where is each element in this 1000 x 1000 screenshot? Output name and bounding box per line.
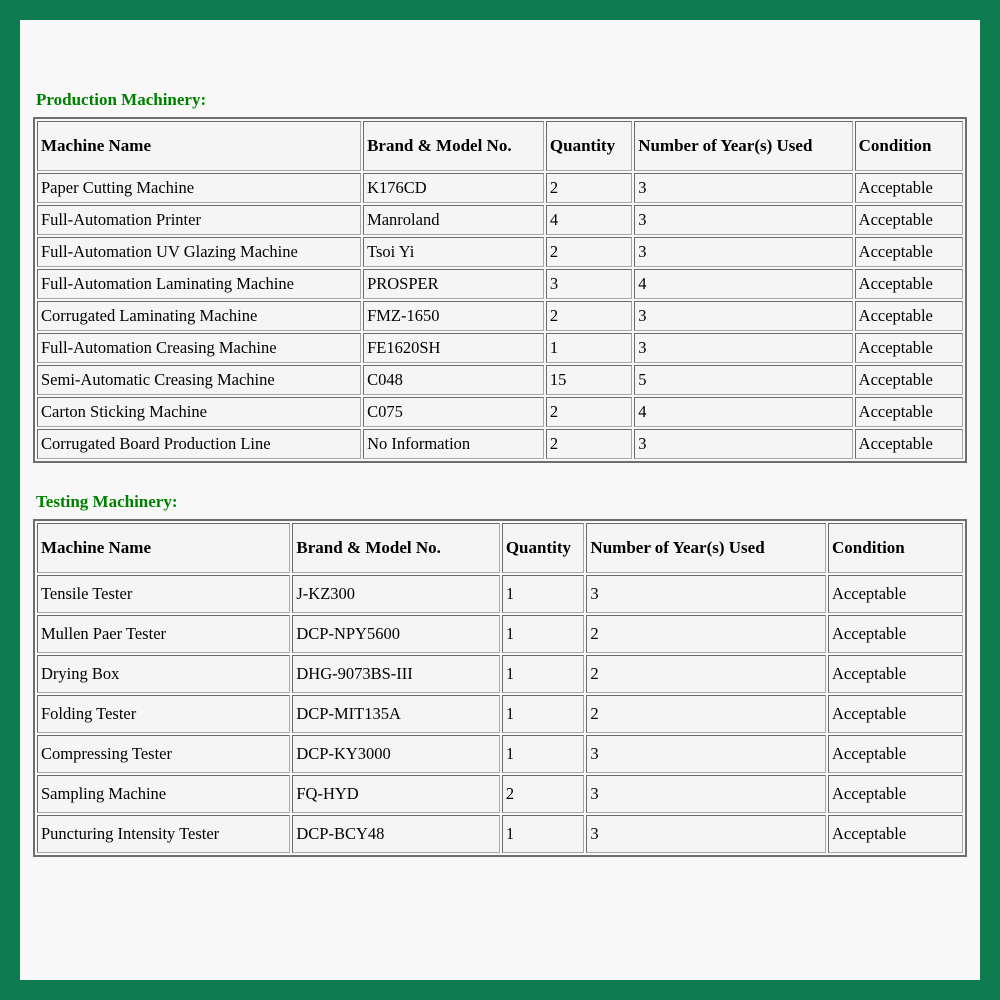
table-row xyxy=(37,615,963,653)
table-cell: FMZ-1650 xyxy=(363,301,544,331)
table-cell: Puncturing Intensity Tester xyxy=(37,815,290,853)
table-row xyxy=(37,397,963,427)
table-cell: 2 xyxy=(546,237,632,267)
table-cell: Drying Box xyxy=(37,655,290,693)
table-cell: 3 xyxy=(634,173,852,203)
table-cell: DCP-KY3000 xyxy=(292,735,499,773)
table-row xyxy=(37,365,963,395)
table-cell: 1 xyxy=(502,615,585,653)
table-cell: No Information xyxy=(363,429,544,459)
table-row xyxy=(37,205,963,235)
table-cell: 3 xyxy=(634,237,852,267)
table-cell: 2 xyxy=(502,775,585,813)
table-header-cell: Quantity xyxy=(502,523,585,573)
table-cell: PROSPER xyxy=(363,269,544,299)
table-cell: Semi-Automatic Creasing Machine xyxy=(37,365,361,395)
table-cell: Acceptable xyxy=(828,575,963,613)
table-cell: Acceptable xyxy=(855,173,963,203)
table-cell: Acceptable xyxy=(855,205,963,235)
table-cell: Acceptable xyxy=(828,815,963,853)
table-cell: Acceptable xyxy=(855,301,963,331)
table-cell: Acceptable xyxy=(855,237,963,267)
table-cell: 3 xyxy=(586,775,826,813)
production-machinery-table xyxy=(33,117,967,463)
table-cell: Carton Sticking Machine xyxy=(37,397,361,427)
table-row xyxy=(37,237,963,267)
table-cell: K176CD xyxy=(363,173,544,203)
table-cell: DHG-9073BS-III xyxy=(292,655,499,693)
table-cell: C048 xyxy=(363,365,544,395)
table-cell: C075 xyxy=(363,397,544,427)
table-header-cell: Condition xyxy=(828,523,963,573)
table-cell: 2 xyxy=(586,615,826,653)
table-cell: 4 xyxy=(634,269,852,299)
table-cell: FE1620SH xyxy=(363,333,544,363)
table-header-cell: Condition xyxy=(855,121,963,171)
table-cell: 3 xyxy=(634,429,852,459)
table-row xyxy=(37,173,963,203)
table-header-cell: Brand & Model No. xyxy=(363,121,544,171)
table-cell: 4 xyxy=(634,397,852,427)
table-cell: 3 xyxy=(634,333,852,363)
table-cell: 3 xyxy=(586,815,826,853)
table-cell: 1 xyxy=(502,575,585,613)
table-header-cell: Brand & Model No. xyxy=(292,523,499,573)
table-cell: Manroland xyxy=(363,205,544,235)
table-cell: Corrugated Laminating Machine xyxy=(37,301,361,331)
table-cell: 2 xyxy=(546,429,632,459)
table-cell: DCP-BCY48 xyxy=(292,815,499,853)
table-cell: 3 xyxy=(634,301,852,331)
table-cell: 1 xyxy=(502,735,585,773)
table-cell: DCP-MIT135A xyxy=(292,695,499,733)
table-header-cell: Quantity xyxy=(546,121,632,171)
table-cell: 1 xyxy=(502,695,585,733)
table-cell: 1 xyxy=(502,815,585,853)
table-cell: Acceptable xyxy=(855,333,963,363)
table-cell: Full-Automation Laminating Machine xyxy=(37,269,361,299)
table-cell: 3 xyxy=(634,205,852,235)
table-cell: Full-Automation UV Glazing Machine xyxy=(37,237,361,267)
table-cell: J-KZ300 xyxy=(292,575,499,613)
table-cell: Mullen Paer Tester xyxy=(37,615,290,653)
table-cell: Acceptable xyxy=(855,269,963,299)
table-row xyxy=(37,655,963,693)
table-cell: Acceptable xyxy=(855,365,963,395)
table-row xyxy=(37,775,963,813)
table-cell: 2 xyxy=(586,655,826,693)
table-cell: Acceptable xyxy=(855,429,963,459)
testing-machinery-table xyxy=(33,519,967,857)
table-cell: 5 xyxy=(634,365,852,395)
table-row xyxy=(37,735,963,773)
table-header-cell: Number of Year(s) Used xyxy=(586,523,826,573)
table-cell: Tensile Tester xyxy=(37,575,290,613)
table-cell: 1 xyxy=(502,655,585,693)
table-row xyxy=(37,575,963,613)
production-machinery-title: Production Machinery: xyxy=(36,90,207,109)
table-cell: 2 xyxy=(546,301,632,331)
table-cell: Folding Tester xyxy=(37,695,290,733)
table-cell: 2 xyxy=(546,397,632,427)
table-cell: 3 xyxy=(546,269,632,299)
table-row xyxy=(37,815,963,853)
table-cell: Full-Automation Creasing Machine xyxy=(37,333,361,363)
table-cell: 2 xyxy=(586,695,826,733)
table-cell: Corrugated Board Production Line xyxy=(37,429,361,459)
table-row xyxy=(37,301,963,331)
table-cell: Acceptable xyxy=(828,735,963,773)
table-cell: Tsoi Yi xyxy=(363,237,544,267)
table-header-row xyxy=(37,121,963,171)
table-cell: 2 xyxy=(546,173,632,203)
table-row xyxy=(37,269,963,299)
table-header-cell: Machine Name xyxy=(37,121,361,171)
table-cell: 3 xyxy=(586,575,826,613)
table-cell: Paper Cutting Machine xyxy=(37,173,361,203)
table-header-cell: Number of Year(s) Used xyxy=(634,121,852,171)
table-row xyxy=(37,429,963,459)
table-cell: FQ-HYD xyxy=(292,775,499,813)
table-cell: Acceptable xyxy=(828,655,963,693)
table-cell: Sampling Machine xyxy=(37,775,290,813)
table-row xyxy=(37,695,963,733)
table-cell: Compressing Tester xyxy=(37,735,290,773)
table-header-row xyxy=(37,523,963,573)
table-cell: 1 xyxy=(546,333,632,363)
page-content xyxy=(20,20,980,857)
testing-machinery-title: Testing Machinery: xyxy=(36,492,178,511)
table-cell: Acceptable xyxy=(855,397,963,427)
table-cell: 15 xyxy=(546,365,632,395)
table-cell: 3 xyxy=(586,735,826,773)
table-cell: Full-Automation Printer xyxy=(37,205,361,235)
table-cell: DCP-NPY5600 xyxy=(292,615,499,653)
table-cell: 4 xyxy=(546,205,632,235)
table-cell: Acceptable xyxy=(828,615,963,653)
table-cell: Acceptable xyxy=(828,775,963,813)
table-header-cell: Machine Name xyxy=(37,523,290,573)
table-cell: Acceptable xyxy=(828,695,963,733)
table-row xyxy=(37,333,963,363)
